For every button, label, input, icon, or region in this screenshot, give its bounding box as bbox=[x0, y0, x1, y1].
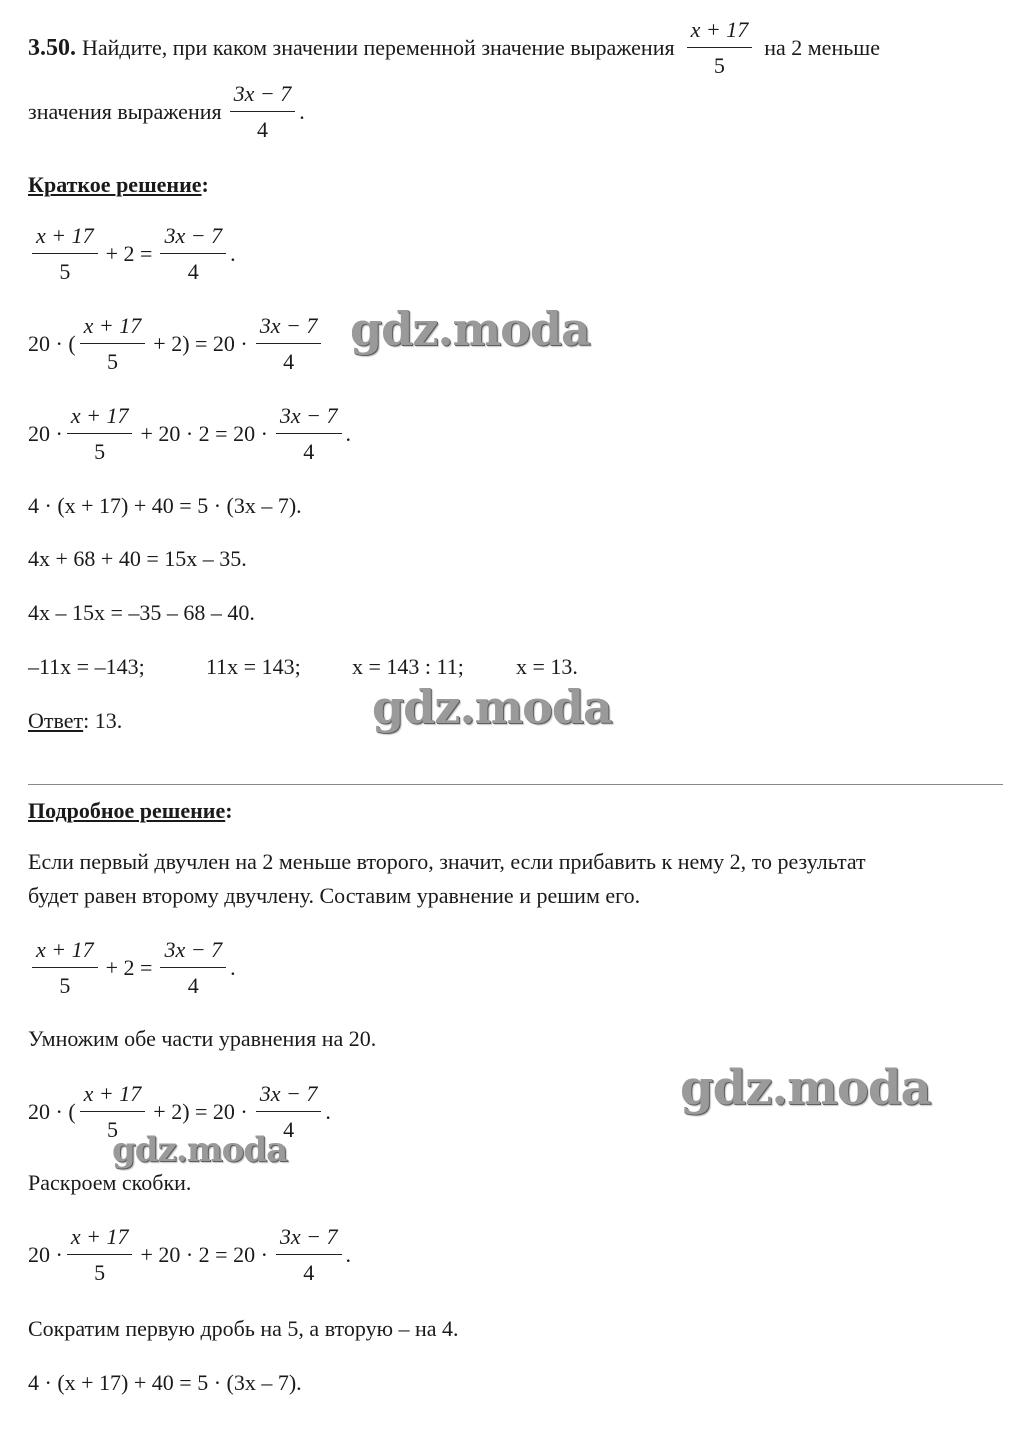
detailed-eq3-right-denominator: 4 bbox=[303, 1260, 315, 1286]
watermark-4: gdz.moda bbox=[112, 1130, 288, 1170]
watermark-2: gdz.moda bbox=[372, 680, 612, 734]
detailed-eq2-prefix: 20 · ( bbox=[28, 1098, 76, 1124]
short-eq2-left-numerator: x + 17 bbox=[80, 314, 146, 344]
short-equation-7b: 11x = 143; bbox=[206, 654, 301, 679]
detailed-paragraph-1-line-1: Если первый двучлен на 2 меньше второго, значит, если прибавить к нему 2, то результат bbox=[28, 849, 866, 874]
short-equation-2 bbox=[28, 314, 325, 373]
detailed-solution-heading-colon: : bbox=[225, 798, 233, 823]
task-fraction-2 bbox=[230, 82, 296, 141]
short-equation-1 bbox=[28, 224, 236, 283]
short-eq2-prefix: 20 · ( bbox=[28, 330, 76, 356]
detailed-eq1-end: . bbox=[230, 954, 236, 980]
detailed-eq3-end: . bbox=[345, 1241, 352, 1267]
short-equation-3 bbox=[28, 404, 351, 463]
task-fraction-1 bbox=[687, 18, 753, 77]
task-fraction-1-numerator: x + 17 bbox=[687, 18, 753, 48]
detailed-eq3-left-numerator: x + 17 bbox=[67, 1225, 133, 1255]
task-text-part1: Найдите, при каком значении переменной значение выражения bbox=[82, 34, 675, 60]
task-text-part3: значения выражения bbox=[28, 98, 222, 124]
short-eq1-right-numerator: 3x − 7 bbox=[160, 224, 226, 254]
short-solution-heading-colon: : bbox=[201, 172, 209, 197]
detailed-eq3-middle: + 20 · 2 = 20 · bbox=[140, 1241, 268, 1267]
short-equation-6: 4x – 15x = –35 – 68 – 40. bbox=[28, 600, 255, 625]
detailed-paragraph-3: Раскроем скобки. bbox=[28, 1170, 192, 1195]
detailed-eq1-middle: + 2 = bbox=[105, 954, 153, 980]
task-statement-line1 bbox=[28, 18, 880, 77]
short-answer-value: : 13. bbox=[83, 708, 123, 733]
short-equation-7d: x = 13. bbox=[516, 654, 578, 679]
task-number: 3.50. bbox=[28, 34, 76, 61]
detailed-eq1-right-denominator: 4 bbox=[187, 973, 199, 999]
detailed-eq2-middle: + 2) = 20 · bbox=[153, 1098, 248, 1124]
detailed-paragraph-2: Умножим обе части уравнения на 20. bbox=[28, 1026, 377, 1051]
short-eq1-left-numerator: x + 17 bbox=[32, 224, 98, 254]
detailed-eq3-fraction-right bbox=[276, 1225, 342, 1284]
short-eq3-left-numerator: x + 17 bbox=[67, 404, 133, 434]
short-solution-heading bbox=[28, 172, 209, 198]
task-fraction-2-denominator: 4 bbox=[256, 117, 268, 143]
task-fraction-2-numerator: 3x − 7 bbox=[230, 82, 296, 112]
section-divider bbox=[28, 784, 1003, 785]
short-answer bbox=[28, 710, 122, 732]
short-eq3-end: . bbox=[345, 420, 352, 446]
short-eq1-fraction-left bbox=[32, 224, 98, 283]
task-fraction-1-denominator: 5 bbox=[713, 53, 725, 79]
short-equation-7a: –11x = –143; bbox=[28, 654, 145, 679]
detailed-eq1-fraction-right bbox=[160, 938, 226, 997]
detailed-eq1-fraction-left bbox=[32, 938, 98, 997]
short-eq2-left-denominator: 5 bbox=[106, 349, 118, 375]
detailed-solution-heading bbox=[28, 798, 233, 824]
detailed-eq1-left-numerator: x + 17 bbox=[32, 938, 98, 968]
detailed-eq2-left-numerator: x + 17 bbox=[80, 1082, 146, 1112]
watermark-1: gdz.moda bbox=[350, 302, 590, 356]
short-eq1-fraction-right bbox=[160, 224, 226, 283]
short-eq3-prefix: 20 · bbox=[28, 420, 63, 446]
short-eq1-end: . bbox=[230, 240, 236, 266]
short-equation-5: 4x + 68 + 40 = 15x – 35. bbox=[28, 546, 247, 571]
short-eq2-middle: + 2) = 20 · bbox=[153, 330, 248, 356]
task-statement-line2 bbox=[28, 82, 305, 141]
short-eq2-right-denominator: 4 bbox=[283, 349, 295, 375]
short-eq1-middle: + 2 = bbox=[105, 240, 153, 266]
detailed-eq1-left-denominator: 5 bbox=[59, 973, 71, 999]
short-eq3-right-denominator: 4 bbox=[303, 439, 315, 465]
short-answer-label: Ответ bbox=[28, 708, 84, 733]
detailed-paragraph-1-line-2: будет равен второму двучлену. Составим уравнение и решим его. bbox=[28, 883, 641, 908]
task-text-part2: на 2 меньше bbox=[764, 34, 880, 60]
detailed-solution-heading-text: Подробное решение bbox=[28, 798, 226, 823]
short-eq2-fraction-right bbox=[256, 314, 322, 373]
detailed-paragraph-4: Сократим первую дробь на 5, а вторую – на 4. bbox=[28, 1316, 459, 1341]
detailed-eq3-prefix: 20 · bbox=[28, 1241, 63, 1267]
detailed-eq1-right-numerator: 3x − 7 bbox=[160, 938, 226, 968]
short-eq3-middle: + 20 · 2 = 20 · bbox=[140, 420, 268, 446]
detailed-eq2-left-denominator: 5 bbox=[106, 1117, 118, 1143]
detailed-equation-3 bbox=[28, 1225, 351, 1284]
watermark-3: gdz.moda bbox=[680, 1060, 931, 1116]
short-eq3-left-denominator: 5 bbox=[94, 439, 106, 465]
short-eq2-fraction-left bbox=[80, 314, 146, 373]
detailed-eq2-right-numerator: 3x − 7 bbox=[256, 1082, 322, 1112]
short-solution-heading-text: Краткое решение bbox=[28, 172, 202, 197]
detailed-eq2-end: . bbox=[325, 1098, 331, 1124]
short-eq3-fraction-left bbox=[67, 404, 133, 463]
task-end-period: . bbox=[299, 98, 305, 124]
short-eq1-left-denominator: 5 bbox=[59, 259, 71, 285]
detailed-equation-4: 4 · (x + 17) + 40 = 5 · (3x – 7). bbox=[28, 1370, 302, 1395]
short-eq3-fraction-right bbox=[276, 404, 342, 463]
short-eq2-right-numerator: 3x − 7 bbox=[256, 314, 322, 344]
detailed-eq3-right-numerator: 3x − 7 bbox=[276, 1225, 342, 1255]
short-eq1-right-denominator: 4 bbox=[187, 259, 199, 285]
detailed-eq2-right-denominator: 4 bbox=[283, 1117, 295, 1143]
short-eq3-right-numerator: 3x − 7 bbox=[276, 404, 342, 434]
detailed-equation-1 bbox=[28, 938, 236, 997]
detailed-eq3-fraction-left bbox=[67, 1225, 133, 1284]
detailed-eq3-left-denominator: 5 bbox=[94, 1260, 106, 1286]
short-equation-4: 4 · (x + 17) + 40 = 5 · (3x – 7). bbox=[28, 493, 302, 518]
short-equation-7c: x = 143 : 11; bbox=[352, 654, 464, 679]
